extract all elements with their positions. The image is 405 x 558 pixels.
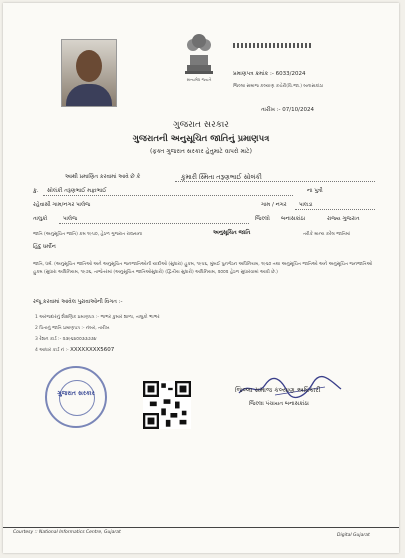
father-label: કુ. — [33, 188, 39, 194]
caste-value: અનુસૂચિત જાતિ — [213, 230, 251, 236]
father-name: સોલંકી તરૂણભાઈ મફાભાઈ — [47, 188, 107, 194]
certificate-title: ગુજરાતની અનુસૂચિત જાતિનું પ્રમાણપત્ર — [132, 134, 270, 144]
caste-tail: તરીકે માન્ય કરેલ જાતિમાં — [303, 232, 351, 237]
cert-number: 6033/2024 — [275, 71, 306, 77]
date-row — [261, 107, 314, 114]
footer-digital-gujarat: Digital Gujarat — [337, 533, 370, 538]
emblem-caption: સત્યમેવ જયતે — [186, 77, 212, 82]
issue-date: 07/10/2024 — [282, 107, 314, 113]
taluka-value: પાલેજ — [63, 216, 78, 222]
village-label: ગામ / નગર — [261, 202, 287, 208]
village-value: પાલડા — [299, 202, 313, 208]
district-label: જિલ્લો — [255, 216, 270, 222]
holder-name: કુમારી સ્મિતા તરૂણભાઈ સોલંકી — [181, 173, 262, 181]
certificate-page — [3, 3, 399, 553]
officer-designation: જિલ્લા સમાજ કલ્યાણ અધિકારી — [235, 386, 321, 394]
evidence-item-aadhaar: 4 આધાર કાર્ડ નં :- XXXXXXXX5607 — [35, 347, 115, 353]
legal-paragraph: જાતિ, ધર્મ. (અનુસૂચિત જાતિઓ અને અનુસૂચિત જનજાતિઓની યાદીઓ (સુધારા) હુકમ, ૧૯૫૬, મુંબઈ પુનર્ગઠન અધિનિયમ, ૧૯૬૦ તથા અનુસૂચિત જાતિઓ અને અનુસૂચિત જનજાતિઓ હુકમ (સુધારા અધિનિયમ, ૧૯૭૬, તાજેતરમાં (અનુસૂચિત જાતિઓસુધારો) (દ્વિતીય સુધારો) અધિનિયમ, ૨૦૦૨ હેઠળ સુધારવામાં આવી છે.) — [33, 262, 373, 275]
barcode-strip — [233, 43, 313, 50]
certificate-subtitle: (ફક્ત ગુજરાત સરકાર હેતુમાટે વાપરો માટે) — [150, 148, 252, 155]
caste-desc: જાતિ (અનુસૂચિત જાતિ) ક્રમ ૧૯૫૦, હેઠળ ગુજરાત રાજ્યના — [33, 232, 143, 237]
government-title: ગુજરાત સરકાર — [173, 120, 229, 130]
evidence-item: 2 પિતાનું જાતિ પ્રમાણપત્ર :- નંબર, તારીખ — [35, 326, 110, 331]
national-emblem-icon — [179, 29, 219, 77]
relation-text: ના પુત્રી — [307, 188, 323, 194]
date-label: તારીખ :- — [261, 107, 281, 113]
office-line: જિલ્લા સમાજ કલ્યાણ કચેરી(વિ.જા.) બનાસકાંઠા — [233, 84, 324, 89]
qr-code-icon — [143, 381, 191, 429]
evidence-item: 3 રેશન કાર્ડ :- ૨૩૯૬૪૦૦૩૩૭૩૪ — [35, 337, 97, 342]
religion-value: હિંદુ ધર્મીન — [33, 244, 56, 250]
cert-number-row — [233, 71, 306, 78]
cert-number-label: પ્રમાણપત્ર ક્રમાંક :- — [233, 71, 274, 77]
district-value: બનાસકાંઠા — [281, 216, 306, 222]
certify-text: આથી પ્રમાણિત કરવામાં આવે છે કે — [65, 174, 141, 180]
evidence-heading: રજૂ કરવામાં આવેલ પુરાવાઓની વિગત :- — [33, 299, 123, 305]
official-round-stamp — [45, 366, 107, 428]
resident-row: રહેવાસી ગામ/નગર પાલેજ — [33, 202, 91, 208]
stamp-text: ગુજરાત સરકાર — [57, 390, 95, 397]
officer-place: જિલ્લા પંચાયત બનાસકાંઠા — [249, 401, 309, 407]
footer-courtesy: Courtesy :: National Informatics Centre, Gujarat — [13, 530, 121, 535]
evidence-item: 1 અરજદારનું શૈક્ષણિક પ્રમાણપત્ર :- ભાભર કુમાર શાળા, તાલુકો ભાભર — [35, 315, 160, 320]
footer-divider — [3, 527, 399, 528]
taluka-label: તાલુકો — [33, 216, 48, 222]
aadhaar-number: XXXXXXXX5607 — [70, 347, 115, 353]
applicant-photo — [61, 39, 117, 107]
state-label: રાજ્ય ગુજરાત — [327, 216, 360, 222]
